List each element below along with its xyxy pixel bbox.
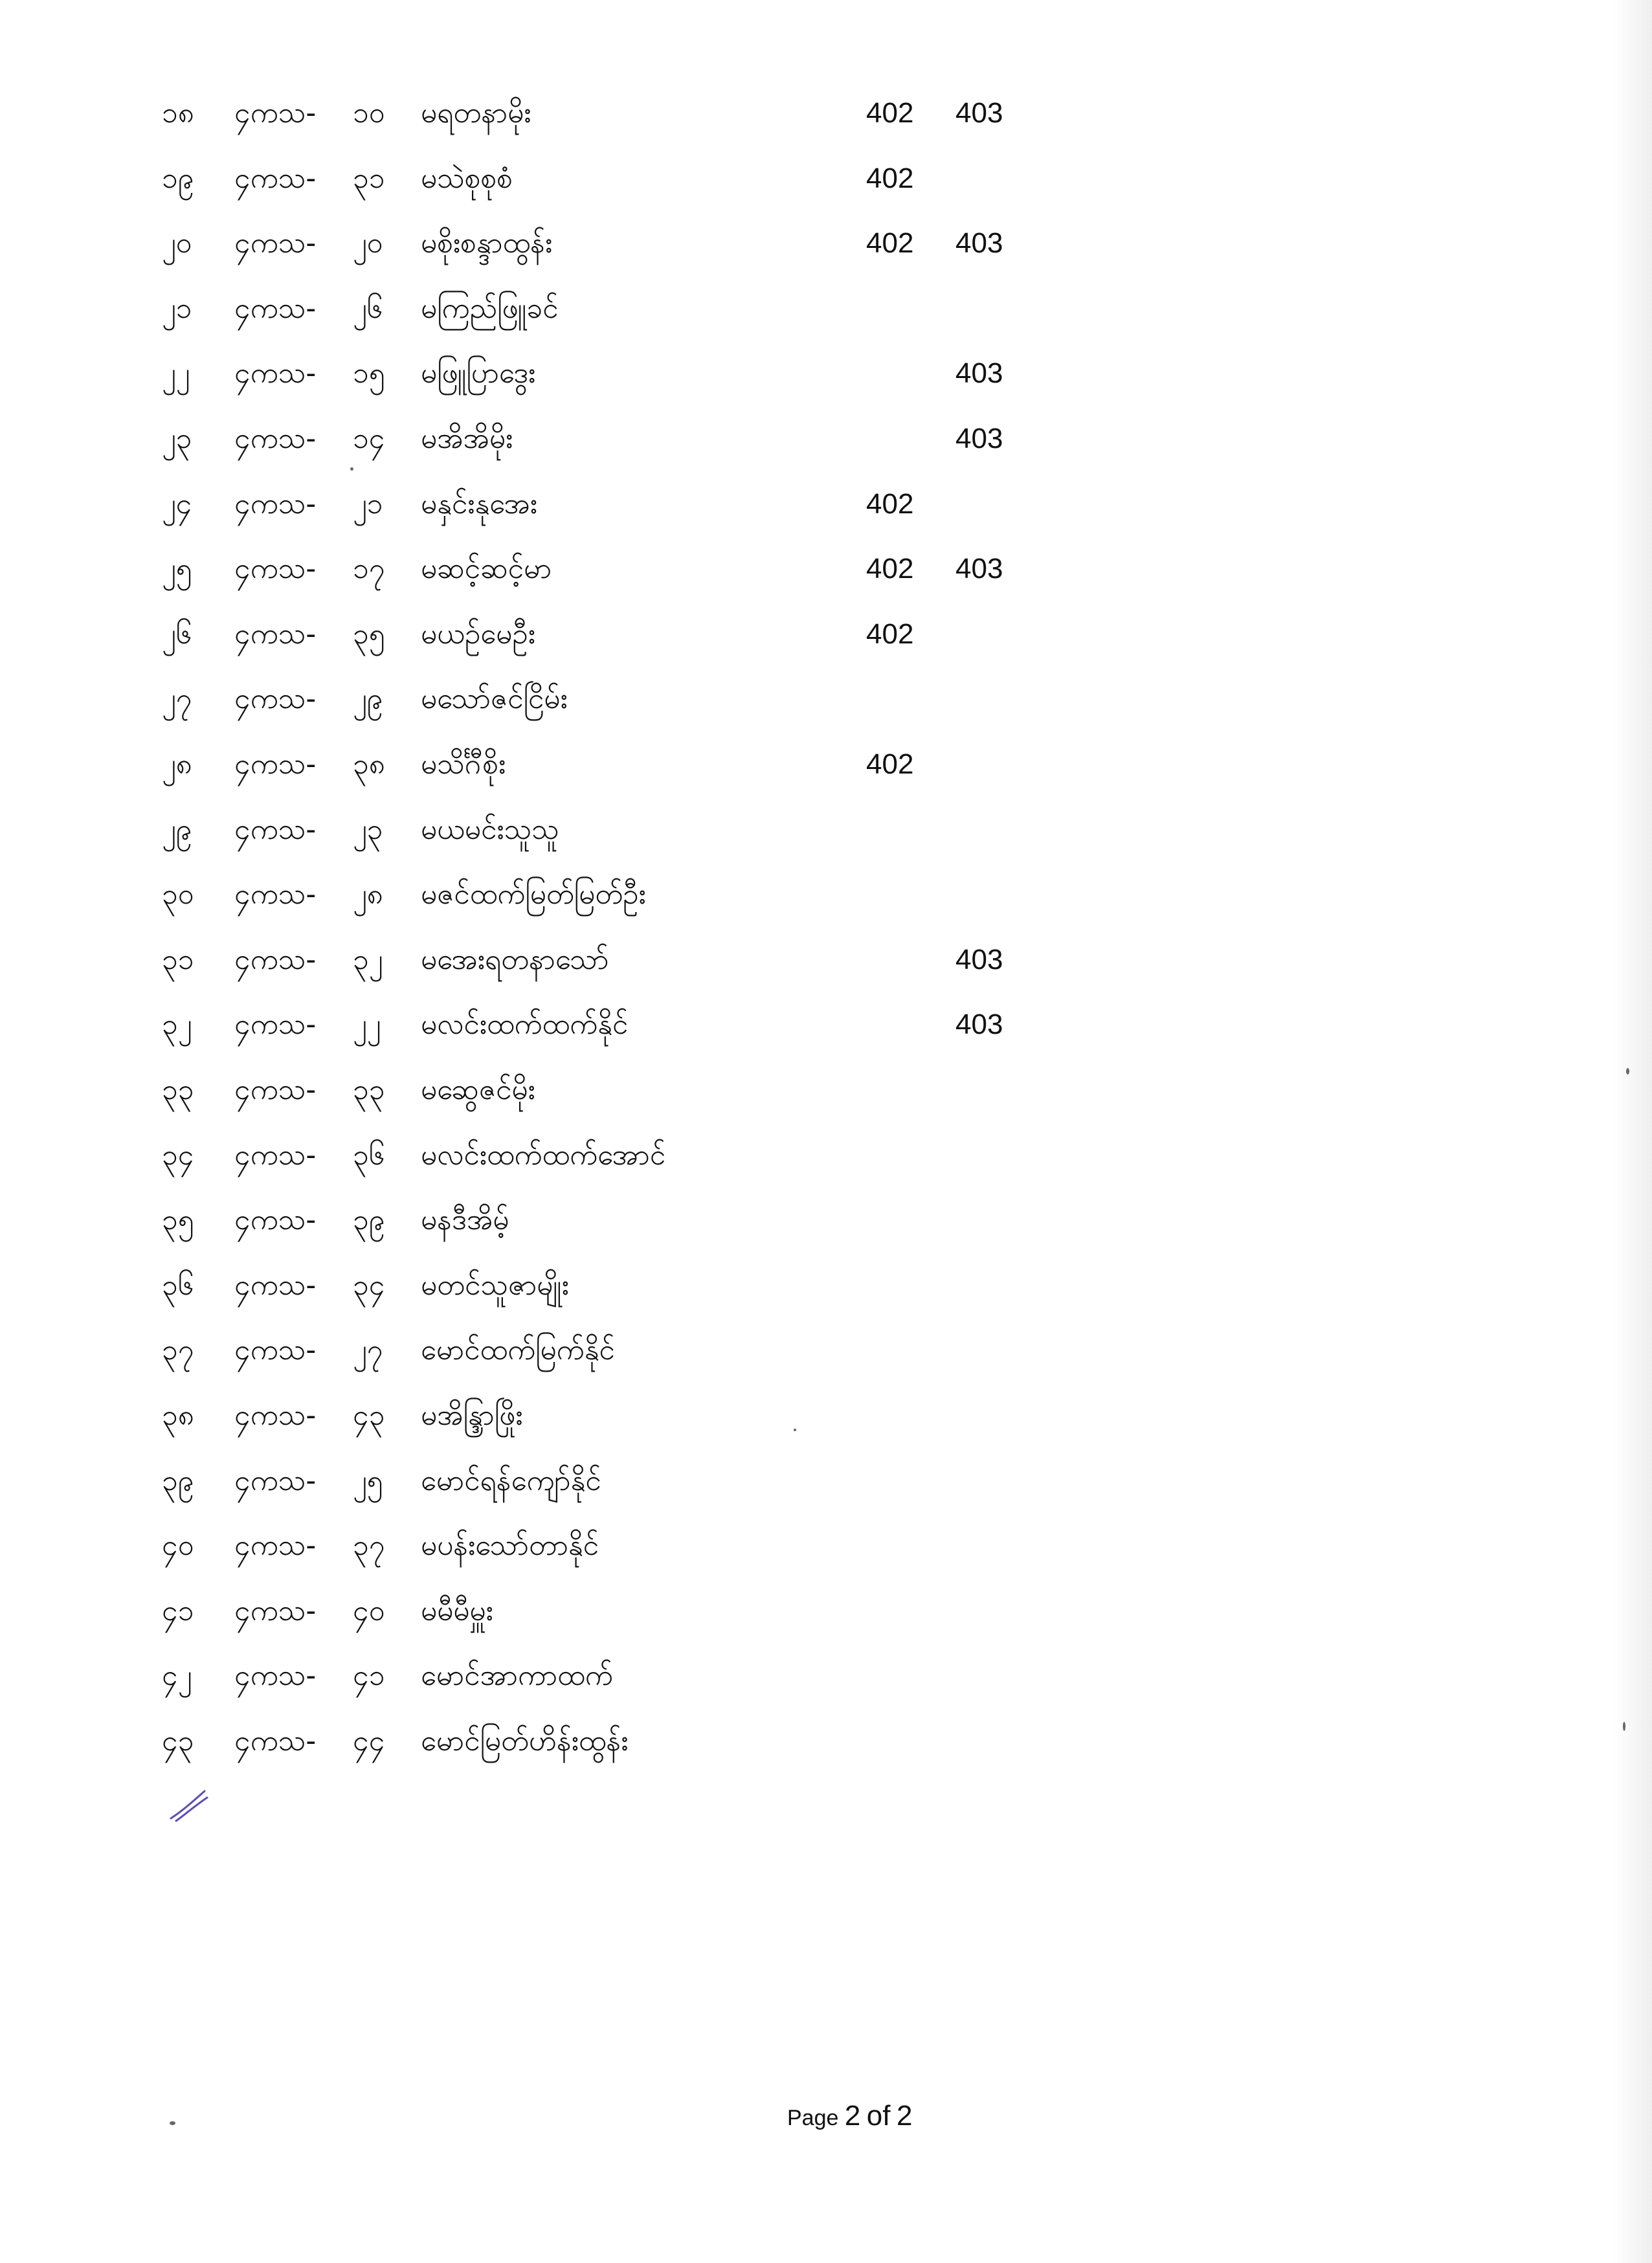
room-402-mark: 402 bbox=[866, 488, 914, 520]
class-code: ၄ကသ- bbox=[234, 292, 317, 325]
roll-number: ၄၄ bbox=[353, 1724, 385, 1757]
scan-speck bbox=[794, 1429, 796, 1431]
roll-number: ၁၀ bbox=[353, 96, 385, 129]
student-name: မသဲစုစုစံ bbox=[421, 162, 513, 195]
scan-speck bbox=[350, 467, 353, 471]
roll-number: ၃၂ bbox=[353, 943, 383, 976]
row-number: ၃၉ bbox=[162, 1464, 194, 1497]
row-number: ၃၁ bbox=[162, 943, 194, 976]
roll-number: ၃၃ bbox=[353, 1073, 385, 1106]
class-code: ၄ကသ- bbox=[234, 487, 317, 520]
scan-speck bbox=[1623, 1722, 1625, 1731]
class-code: ၄ကသ- bbox=[234, 1203, 317, 1236]
page-total: 2 bbox=[896, 2100, 913, 2132]
list-item bbox=[0, 1191, 1652, 1249]
page-number bbox=[787, 2101, 912, 2134]
room-403-mark: 403 bbox=[955, 1009, 1003, 1040]
room-403-mark: 403 bbox=[955, 97, 1003, 129]
row-number: ၂၅ bbox=[162, 552, 192, 585]
list-item bbox=[0, 150, 1652, 208]
student-name: မဖြူပြာဒွေး bbox=[421, 357, 536, 390]
student-name: မယဉ်မေဦး bbox=[421, 618, 535, 651]
row-number: ၃၈ bbox=[162, 1399, 194, 1432]
list-item bbox=[0, 475, 1652, 533]
room-403-mark: 403 bbox=[955, 357, 1003, 389]
student-name: မဆင့်ဆင့်မာ bbox=[421, 552, 552, 585]
class-code: ၄ကသ- bbox=[234, 227, 317, 260]
student-name: မလင်းထက်ထက်အောင် bbox=[421, 1139, 666, 1172]
class-code: ၄ကသ- bbox=[234, 1399, 317, 1432]
class-code: ၄ကသ- bbox=[234, 1529, 317, 1562]
student-name: မအိအိမိုး bbox=[421, 422, 513, 455]
list-item bbox=[0, 996, 1652, 1054]
roll-number: ၁၅ bbox=[353, 357, 385, 390]
room-402-mark: 402 bbox=[866, 748, 914, 780]
class-code: ၄ကသ- bbox=[234, 1269, 317, 1302]
student-name: မပန်းသော်တာနိုင် bbox=[421, 1529, 599, 1562]
row-number: ၃၃ bbox=[162, 1073, 194, 1106]
list-item bbox=[0, 801, 1652, 859]
student-name: မဇင်ထက်မြတ်မြတ်ဦး bbox=[421, 878, 646, 911]
class-code: ၄ကသ- bbox=[234, 1594, 317, 1627]
list-item bbox=[0, 735, 1652, 794]
roll-number: ၃၆ bbox=[353, 1139, 385, 1172]
list-item bbox=[0, 540, 1652, 598]
student-name: မောင်ရန်ကျော်နိုင် bbox=[421, 1464, 601, 1497]
student-name: မစိုးစန္ဒာထွန်း bbox=[421, 227, 553, 260]
roll-number: ၃၄ bbox=[353, 1269, 385, 1302]
row-number: ၂၉ bbox=[162, 813, 192, 846]
room-402-mark: 402 bbox=[866, 162, 914, 194]
student-name: မနဒီအိမ့် bbox=[421, 1203, 509, 1236]
class-code: ၄ကသ- bbox=[234, 1073, 317, 1106]
list-item bbox=[0, 1126, 1652, 1185]
row-number: ၁၈ bbox=[162, 96, 194, 129]
class-code: ၄ကသ- bbox=[234, 422, 317, 455]
student-name: မနှင်းနုအေး bbox=[421, 487, 537, 520]
roll-number: ၄၃ bbox=[353, 1399, 385, 1432]
roll-number: ၄၁ bbox=[353, 1659, 385, 1692]
student-name: မယမင်းသူသူ bbox=[421, 813, 559, 846]
row-number: ၃၇ bbox=[162, 1333, 194, 1366]
student-name: မသော်ဇင်ငြိမ်း bbox=[421, 682, 568, 715]
room-403-mark: 403 bbox=[955, 227, 1003, 259]
roll-number: ၂၈ bbox=[353, 878, 383, 911]
list-item bbox=[0, 1452, 1652, 1510]
class-code: ၄ကသ- bbox=[234, 1008, 317, 1041]
roll-number: ၂၃ bbox=[353, 813, 383, 846]
student-name: မတင်သူဇာမျိုး bbox=[421, 1269, 569, 1302]
row-number: ၄၃ bbox=[162, 1724, 194, 1757]
class-code: ၄ကသ- bbox=[234, 618, 317, 651]
student-name: မအေးရတနာသော် bbox=[421, 943, 609, 976]
row-number: ၄၀ bbox=[162, 1529, 194, 1562]
row-number: ၃၀ bbox=[162, 878, 194, 911]
page-of: of bbox=[866, 2100, 891, 2132]
list-item bbox=[0, 865, 1652, 924]
row-number: ၂၄ bbox=[162, 487, 192, 520]
roll-number: ၂၁ bbox=[353, 487, 383, 520]
page-current: 2 bbox=[844, 2100, 861, 2132]
room-403-mark: 403 bbox=[955, 944, 1003, 975]
row-number: ၂၆ bbox=[162, 618, 192, 651]
student-name: မမီမီမှူး bbox=[421, 1594, 493, 1627]
list-item bbox=[0, 1321, 1652, 1379]
student-name: မအိန္ဒြာဖြိုး bbox=[421, 1399, 523, 1432]
student-name: မဆွေဇင်မိုး bbox=[421, 1073, 535, 1106]
row-number: ၂၃ bbox=[162, 422, 192, 455]
row-number: ၂၇ bbox=[162, 682, 192, 715]
room-402-mark: 402 bbox=[866, 553, 914, 585]
row-number: ၃၅ bbox=[162, 1203, 194, 1236]
class-code: ၄ကသ- bbox=[234, 682, 317, 715]
list-item bbox=[0, 931, 1652, 989]
list-item bbox=[0, 280, 1652, 338]
row-number: ၄၂ bbox=[162, 1659, 192, 1692]
row-number: ၃၂ bbox=[162, 1008, 192, 1041]
list-item bbox=[0, 1061, 1652, 1119]
roll-number: ၄၀ bbox=[353, 1594, 385, 1627]
scan-speck bbox=[1626, 1068, 1629, 1075]
room-403-mark: 403 bbox=[955, 553, 1003, 585]
student-name: မောင်မြတ်ဟိန်းထွန်း bbox=[421, 1724, 629, 1757]
class-code: ၄ကသ- bbox=[234, 943, 317, 976]
class-code: ၄ကသ- bbox=[234, 162, 317, 195]
roll-number: ၂၇ bbox=[353, 1333, 383, 1366]
room-402-mark: 402 bbox=[866, 227, 914, 259]
list-item bbox=[0, 1256, 1652, 1315]
list-item bbox=[0, 1387, 1652, 1445]
row-number: ၃၆ bbox=[162, 1269, 194, 1302]
roll-number: ၁၇ bbox=[353, 552, 385, 585]
room-402-mark: 402 bbox=[866, 618, 914, 650]
student-name: မောင်ထက်မြက်နိုင် bbox=[421, 1333, 615, 1366]
class-code: ၄ကသ- bbox=[234, 813, 317, 846]
roll-number: ၃၅ bbox=[353, 618, 385, 651]
class-code: ၄ကသ- bbox=[234, 748, 317, 781]
class-code: ၄ကသ- bbox=[234, 1724, 317, 1757]
row-number: ၃၄ bbox=[162, 1139, 194, 1172]
class-code: ၄ကသ- bbox=[234, 1139, 317, 1172]
roll-number: ၂၀ bbox=[353, 227, 383, 260]
roll-number: ၂၂ bbox=[353, 1008, 381, 1041]
class-code: ၄ကသ- bbox=[234, 878, 317, 911]
roll-number: ၁၄ bbox=[353, 422, 385, 455]
roll-number: ၃၈ bbox=[353, 748, 385, 781]
student-name: မသိင်္ဂီစိုး bbox=[421, 748, 506, 781]
list-item bbox=[0, 410, 1652, 468]
class-code: ၄ကသ- bbox=[234, 1659, 317, 1692]
row-number: ၂၀ bbox=[162, 227, 192, 260]
roll-number: ၃၇ bbox=[353, 1529, 385, 1562]
student-name: မောင်အာကာထက် bbox=[421, 1659, 613, 1692]
row-number: ၄၁ bbox=[162, 1594, 194, 1627]
row-number: ၂၈ bbox=[162, 748, 192, 781]
student-name: မကြည်ဖြူခင် bbox=[421, 292, 559, 325]
class-code: ၄ကသ- bbox=[234, 552, 317, 585]
list-item bbox=[0, 1517, 1652, 1575]
scan-speck bbox=[170, 2121, 175, 2125]
roll-number: ၂၅ bbox=[353, 1464, 383, 1497]
list-item bbox=[0, 214, 1652, 273]
roll-number: ၃၉ bbox=[353, 1203, 385, 1236]
student-name: မရတနာမိုး bbox=[421, 96, 531, 129]
list-item bbox=[0, 84, 1652, 142]
class-code: ၄ကသ- bbox=[234, 357, 317, 390]
class-code: ၄ကသ- bbox=[234, 1333, 317, 1366]
list-item bbox=[0, 670, 1652, 728]
page-word: Page bbox=[787, 2106, 839, 2130]
row-number: ၁၉ bbox=[162, 162, 194, 195]
row-number: ၂၁ bbox=[162, 292, 192, 325]
pen-tick-mark-icon bbox=[167, 1783, 212, 1822]
row-number: ၂၂ bbox=[162, 357, 190, 390]
list-item bbox=[0, 1712, 1652, 1770]
list-item bbox=[0, 605, 1652, 663]
room-402-mark: 402 bbox=[866, 97, 914, 129]
class-code: ၄ကသ- bbox=[234, 96, 317, 129]
room-403-mark: 403 bbox=[955, 423, 1003, 454]
list-item bbox=[0, 1647, 1652, 1705]
list-item bbox=[0, 1582, 1652, 1640]
student-name: မလင်းထက်ထက်နိုင် bbox=[421, 1008, 629, 1041]
roll-number: ၃၁ bbox=[353, 162, 385, 195]
list-item bbox=[0, 344, 1652, 403]
class-code: ၄ကသ- bbox=[234, 1464, 317, 1497]
roll-number: ၂၉ bbox=[353, 682, 383, 715]
roll-number: ၂၆ bbox=[353, 292, 383, 325]
